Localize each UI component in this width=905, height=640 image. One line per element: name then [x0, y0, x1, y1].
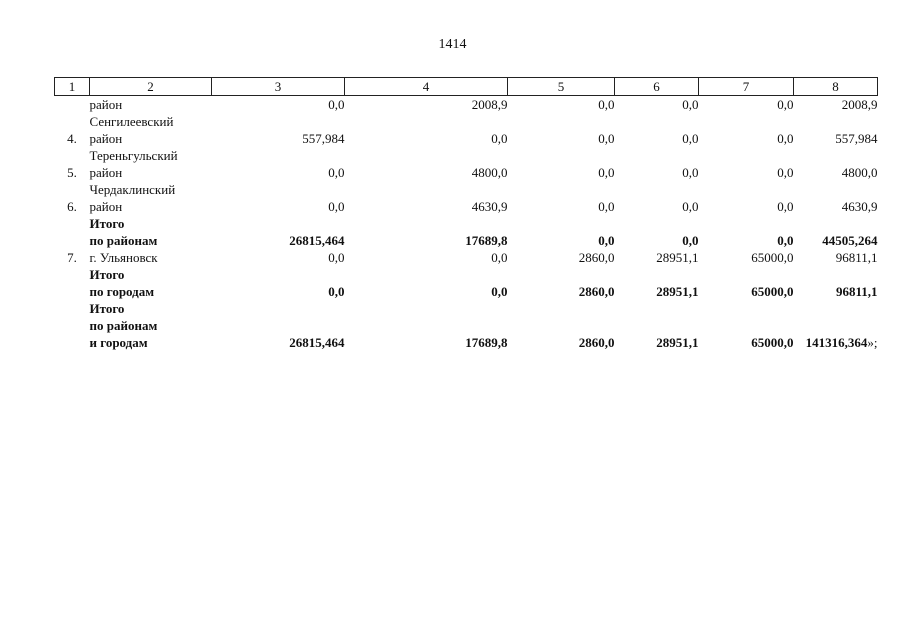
cell-col7: 65000,0 [751, 335, 794, 350]
cell-col5: 0,0 [598, 97, 615, 112]
cell-col7: 0,0 [777, 165, 794, 180]
cell-col7: 0,0 [777, 97, 794, 112]
subtotal-row [55, 266, 878, 300]
cell-col8: 4800,0 [841, 165, 878, 180]
cell-col4: 0,0 [491, 284, 508, 299]
row-name-line: и городам [89, 335, 148, 350]
cell-col5: 2860,0 [578, 284, 615, 299]
row-number [55, 96, 90, 114]
table-row [55, 249, 878, 266]
grand-total-value: 141316,364 [805, 335, 868, 350]
cell-col3: 0,0 [328, 199, 345, 214]
cell-col5: 0,0 [598, 131, 615, 146]
cell-col4: 0,0 [491, 131, 508, 146]
cell-col7: 0,0 [777, 199, 794, 214]
funding-table [54, 77, 878, 351]
col-header-6: 6 [615, 78, 699, 96]
col-header-5: 5 [508, 78, 615, 96]
subtotal-row [55, 215, 878, 249]
col-header-3: 3 [212, 78, 345, 96]
row-name [90, 181, 212, 215]
cell-col8: 96811,1 [835, 284, 878, 299]
col-header-2: 2 [90, 78, 212, 96]
row-name [90, 96, 212, 114]
cell-col7: 65000,0 [751, 250, 794, 265]
cell-col3: 0,0 [328, 284, 345, 299]
table-row [55, 113, 878, 147]
cell-col6: 0,0 [682, 131, 699, 146]
row-number [55, 266, 90, 300]
cell-col3: 0,0 [328, 97, 345, 112]
row-name-line: Итого [89, 267, 125, 282]
cell-col5: 0,0 [598, 199, 615, 214]
cell-col4: 2008,9 [471, 97, 508, 112]
cell-col6: 28951,1 [656, 335, 699, 350]
row-name-line: район [89, 165, 123, 180]
page-number: 1414 [438, 37, 467, 52]
col-header-8: 8 [794, 78, 878, 96]
row-number: 6. [67, 199, 77, 214]
row-name-line: по городам [89, 284, 155, 299]
cell-col3: 0,0 [328, 165, 345, 180]
cell-col6: 0,0 [682, 233, 699, 248]
cell-col4: 4630,9 [471, 199, 508, 214]
cell-col5: 2860,0 [578, 335, 615, 350]
row-name [90, 113, 212, 147]
cell-col6: 28951,1 [656, 250, 699, 265]
row-name [90, 147, 212, 181]
cell-col4: 4800,0 [471, 165, 508, 180]
cell-col3: 557,984 [302, 131, 345, 146]
row-name [90, 300, 212, 351]
col-header-7: 7 [699, 78, 794, 96]
cell-col8 [794, 300, 878, 351]
cell-col5: 0,0 [598, 165, 615, 180]
row-number: 5. [67, 165, 77, 180]
cell-col6: 0,0 [682, 97, 699, 112]
column-number-row [55, 78, 878, 96]
row-name-line: район [89, 131, 123, 146]
cell-col8: 2008,9 [841, 97, 878, 112]
cell-col8: 4630,9 [841, 199, 878, 214]
cell-col6: 0,0 [682, 165, 699, 180]
cell-col3: 26815,464 [289, 233, 345, 248]
cell-col4: 17689,8 [465, 233, 508, 248]
row-name-line: район [89, 199, 123, 214]
cell-col6: 28951,1 [656, 284, 699, 299]
cell-col3: 0,0 [328, 250, 345, 265]
cell-col5: 2860,0 [578, 250, 615, 265]
cell-col4: 0,0 [491, 250, 508, 265]
cell-col4: 17689,8 [465, 335, 508, 350]
table-row [55, 96, 878, 114]
row-number [55, 300, 90, 351]
row-name-line: г. Ульяновск [89, 250, 158, 265]
cell-col8: 557,984 [835, 131, 878, 146]
row-name-line: Тереньгульский [89, 148, 178, 163]
cell-col7: 65000,0 [751, 284, 794, 299]
row-name [90, 215, 212, 249]
grand-total-row [55, 300, 878, 351]
table-row [55, 181, 878, 215]
table-row [55, 147, 878, 181]
closing-quote: »; [867, 335, 878, 350]
cell-col7: 0,0 [777, 131, 794, 146]
row-name-line: Чердаклинский [89, 182, 176, 197]
col-header-4: 4 [345, 78, 508, 96]
col-header-1: 1 [55, 78, 90, 96]
row-number [55, 215, 90, 249]
row-name [90, 249, 212, 266]
cell-col8: 44505,264 [822, 233, 878, 248]
row-name-line: по районам [89, 318, 158, 333]
row-name [90, 266, 212, 300]
row-number: 4. [67, 131, 77, 146]
cell-col5: 0,0 [598, 233, 615, 248]
cell-col6: 0,0 [682, 199, 699, 214]
cell-col8: 96811,1 [835, 250, 878, 265]
row-name-line: район [89, 97, 123, 112]
row-number: 7. [67, 250, 77, 265]
row-name-line: Итого [89, 216, 125, 231]
cell-col7: 0,0 [777, 233, 794, 248]
cell-col3: 26815,464 [289, 335, 345, 350]
row-name-line: по районам [89, 233, 158, 248]
row-name-line: Сенгилеевский [89, 114, 174, 129]
row-name-line: Итого [89, 301, 125, 316]
